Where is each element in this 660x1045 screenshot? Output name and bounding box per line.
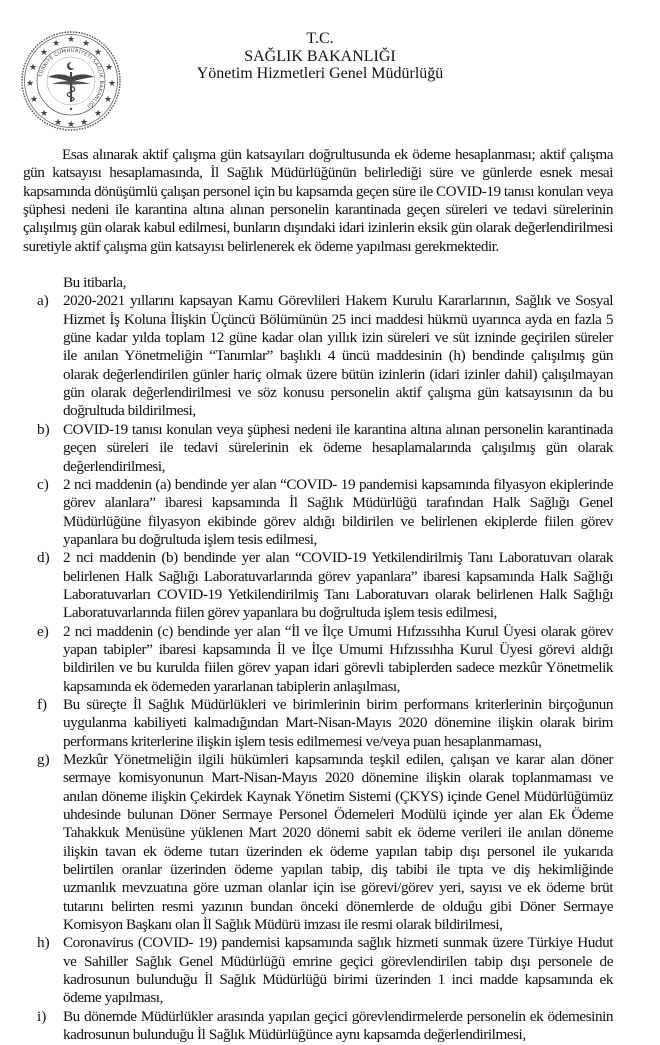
- list-item-line: kadrosunun bulunduğu İl Sağlık Müdürlüğü birimi üzerinden 1 inci madde kapsamında ek: [63, 971, 613, 989]
- list-marker: e): [37, 622, 49, 640]
- list-item-line: belirtilen oranlar üzerinden ödeme yapılan tabip, diş tabibi ile tıpta ve diş hekimliğinde: [63, 861, 613, 879]
- header-directorate: Yönetim Hizmetleri Genel Müdürlüğü: [196, 65, 444, 82]
- list-item-line: uygulanma kabiliyeti kalmadığından Mart-Nisan-Mayıs 2020 dönemine ilişkin olarak birim: [63, 714, 613, 732]
- list-item-line: anılan döneme ilişkin Çekirdek Kaynak Yönetim Sistemi (ÇKYS) içinde Genel Müdürlüğümüz: [63, 787, 613, 805]
- list-item-line: Laboratuvarlarında fiilen görev yapanlara bu doğrultuda işlem tesis edilmesi,: [63, 604, 497, 622]
- list-item-line: Bu süreçte İl Sağlık Müdürlükleri ve birimlerinin birim performans kriterlerinin birçoğunun: [63, 695, 613, 713]
- numbered-list: [23, 292, 613, 1044]
- list-marker: i): [37, 1007, 47, 1025]
- list-item-line: ödeme yapılması,: [63, 989, 163, 1007]
- list-item-line: uzmanlık mevzuatına göre uzman olanlar için ise görevi/görev yeri, sayısı ve ek ödeme brüt: [63, 879, 613, 897]
- list-item-line: ile anılan Yönetmeliğin “Tanımlar” başlıklı 4 üncü maddesinin (h) bendinde çalışılmış gün: [63, 347, 613, 365]
- svg-text:★: ★: [93, 48, 103, 58]
- list-item: [23, 292, 613, 420]
- list-marker: c): [37, 475, 49, 493]
- list-item-line: Hizmet İş Koluna İlişkin Üçüncü Bölümünün 25 inci maddesi hükmü uyarınca ayda en fazla 5: [63, 310, 613, 328]
- list-item: [23, 696, 613, 751]
- svg-text:★: ★: [51, 39, 61, 49]
- list-item-line: Müdürlüğüne filyasyon ekibinde görev aldığı bildirilen ve belirlenen ekiplerde fiilen görev: [63, 512, 613, 530]
- document-body: [23, 146, 613, 1045]
- list-item-line: Laboratuvarları COVID-19 Yetkilendirilmiş Tanı Laboratuvarı olarak belirlenen Halk Sağlığı: [63, 585, 613, 603]
- list-item: [23, 1008, 613, 1045]
- list-item-line: bildirilen ve bu kurulda fiilen görev yapan idari görevli tabiplerden sadece mezkûr Yönetmelik: [63, 659, 613, 677]
- list-item-line: uhdesinde bulunan Döner Sermaye Personel Ödemeleri Modülü içinde yer alan Ek Ödeme: [63, 806, 613, 824]
- list-item-line: kapsamında ek ödemeden yararlanan tabiplerin anlaşılması,: [63, 677, 401, 695]
- list-item: [23, 549, 613, 622]
- list-marker: a): [37, 292, 49, 310]
- svg-text:★: ★: [81, 39, 91, 49]
- letterhead: [150, 30, 490, 83]
- svg-text:★: ★: [66, 35, 76, 45]
- list-marker: f): [37, 695, 48, 713]
- list-item-line: kadrosunun bulunduğu İl Sağlık Müdürlüğünce aynı kapsamda değerlendirilmesi,: [63, 1026, 526, 1044]
- list-item-line: belirlenen Halk Sağlığı Laboratuvarlarında görev yapanlara” ibaresi kapsamında Halk Sağlığı: [63, 567, 613, 585]
- paragraph-line: kapsamında dönüşümlü çalışan personel için bu kapsamda geçen süre ile COVID-19 tanısı konulan veya: [23, 182, 613, 200]
- list-item: [23, 476, 613, 549]
- list-item-line: görev alanlara” ibaresi kapsamında İl Sağlık Müdürlüğü tarafından Halk Sağlığı Genel: [63, 494, 613, 512]
- svg-text:★: ★: [103, 95, 113, 105]
- svg-text:★: ★: [53, 118, 63, 128]
- list-item: [23, 751, 613, 934]
- list-item-line: gün olarak değerlendirilmesi ve söz konusu personelin aktif çalışma gün katsayısının da bu: [63, 384, 613, 402]
- list-item: [23, 934, 613, 1007]
- paragraph-line: gün katsayısı hesaplamasında, İl Sağlık Müdürlüğünün belirlediği süre ve günlerde esnek mesai: [23, 164, 613, 182]
- list-item-line: Komisyon Başkanı olan İl Sağlık Müdürü imzası ile resmi olarak bildirilmesi,: [63, 916, 503, 934]
- svg-text:★: ★: [28, 63, 38, 73]
- header-tc: T.C.: [306, 30, 334, 47]
- list-item-line: yapanlara bu doğrultuda işlem tesis edilmesi,: [63, 530, 317, 548]
- list-item-line: 2020-2021 yıllarını kapsayan Kamu Görevlileri Hakem Kurulu Kararlarının, Sağlık ve Sosyal: [63, 292, 613, 310]
- intro-paragraph: [23, 146, 613, 256]
- list-marker: b): [37, 420, 50, 438]
- svg-text:★: ★: [39, 109, 49, 119]
- svg-text:★: ★: [107, 79, 117, 89]
- list-intro: Bu itibarla,: [63, 274, 126, 292]
- list-item-line: performans kriterlerine ilişkin işlem tesis edilmemesi ve/veya puan hesaplanmaması,: [63, 732, 542, 750]
- list-item-line: ve Sahiller Sağlık Genel Müdürlüğü emrine geçici görevlendirilen tabip dışı personele de: [63, 952, 613, 970]
- svg-text:★: ★: [39, 48, 49, 58]
- list-item-line: 2 nci maddenin (b) bendinde yer alan “COVID-19 Yetkilendirilmiş Tanı Laboratuvarı olarak: [63, 549, 613, 567]
- list-marker: h): [37, 934, 50, 952]
- header-ministry: SAĞLIK BAKANLIĞI: [244, 47, 396, 65]
- list-item: [23, 623, 613, 696]
- list-item-line: Tahakkuk Menüsüne yüklenen Mart 2020 dönemi sabit ek ödeme verileri ile anılan döneme: [63, 824, 613, 842]
- svg-text:★: ★: [79, 118, 89, 128]
- list-item-line: COVID-19 tanısı konulan veya şüphesi nedeni ile karantina altına alınan personelin karantinada: [63, 420, 613, 438]
- svg-text:★: ★: [104, 63, 114, 73]
- list-item-line: değerlendirilmesi,: [63, 457, 165, 475]
- list-item-line: olarak değerlendirilen günler hariç olmak üzere bütün izinlerin (idari izinler dahil) çalışılmayan: [63, 365, 613, 383]
- list-item-line: doğrultuda bildirilmesi,: [63, 402, 196, 420]
- list-item-line: Coronavirus (COVID- 19) pandemisi kapsamında sağlık hizmeti sunmak üzere Türkiye Hudut: [63, 934, 613, 952]
- paragraph-line: çalışılmış gün olarak kabul edilmesi, bunların dışındaki idari izinlerin eksik gün olarak değerlendirilmesi: [23, 219, 613, 237]
- svg-text:★: ★: [25, 79, 35, 89]
- list-item-line: sermaye komisyonunun Mart-Nisan-Mayıs 2020 dönemine ilişkin olarak toplanmaması ve: [63, 769, 613, 787]
- ministry-of-health-seal-icon: [20, 30, 122, 132]
- list-marker: d): [37, 549, 50, 567]
- list-item-line: geçen süreleri ile tedavi sürelerinin ek ödeme hesaplamalarında çalışılmış gün olarak: [63, 439, 613, 457]
- svg-text:★: ★: [93, 109, 103, 119]
- list-item-line: 2 nci maddenin (c) bendinde yer alan “İl ve İlçe Umumi Hıfzıssıhha Kurul Üyesi olarak görev: [63, 622, 613, 640]
- list-item-line: ilişkin tavan ek ödeme tutarı üzerinden ek ödeme yapılan tabip dışı personel ile yukarıda: [63, 842, 613, 860]
- list-item: [23, 421, 613, 476]
- list-item-line: tutarını belirten resmi yazının bundan önceki dönemlerde de olduğu gibi Döner Sermaye: [63, 897, 613, 915]
- list-item-line: 2 nci maddenin (a) bendinde yer alan “COVID- 19 pandemisi kapsamında filyasyon ekiplerinde: [63, 475, 613, 493]
- svg-text:★: ★: [29, 95, 39, 105]
- ministry-seal-logo: [20, 30, 122, 132]
- list-item-line: Mezkûr Yönetmeliğin ilgili hükümleri kapsamında teşkil edilen, çalışan ve karar alan döner: [63, 751, 613, 768]
- list-item-line: güne kadar yılda toplam 12 güne kadar olan yıllık izin süreleri ve süt izninde geçirilen süreler: [63, 329, 613, 347]
- paragraph-line: Esas alınarak aktif çalışma gün katsayıları doğrultusunda ek ödeme hesaplanması; aktif çalışma: [62, 146, 613, 163]
- list-item-line: Bu dönemde Müdürlükler arasında yapılan geçici görevlendirmelerde personelin ek ödemesinin: [63, 1007, 613, 1025]
- list-marker: g): [37, 751, 50, 768]
- list-item-line: yapan tabipler” ibaresi kapsamında İl ve İlçe Umumi Hıfzıssıhha Kurul Üyesi görevi aldığı: [63, 640, 613, 658]
- svg-text:TÜRKİYE CUMHURİYETİ SAĞLIK BAK: TÜRKİYE CUMHURİYETİ SAĞLIK BAKANLIĞI: [38, 47, 105, 109]
- paragraph-line: suretiyle aktif çalışma gün katsayısı belirlenerek ek ödeme yapılması gerekmektedir.: [23, 237, 499, 255]
- svg-text:★: ★: [66, 120, 76, 130]
- paragraph-line: şüphesi nedeni ile karantina altına alınan personelin karantinada geçen süreleri ve tedavi sürelerinin: [23, 201, 613, 219]
